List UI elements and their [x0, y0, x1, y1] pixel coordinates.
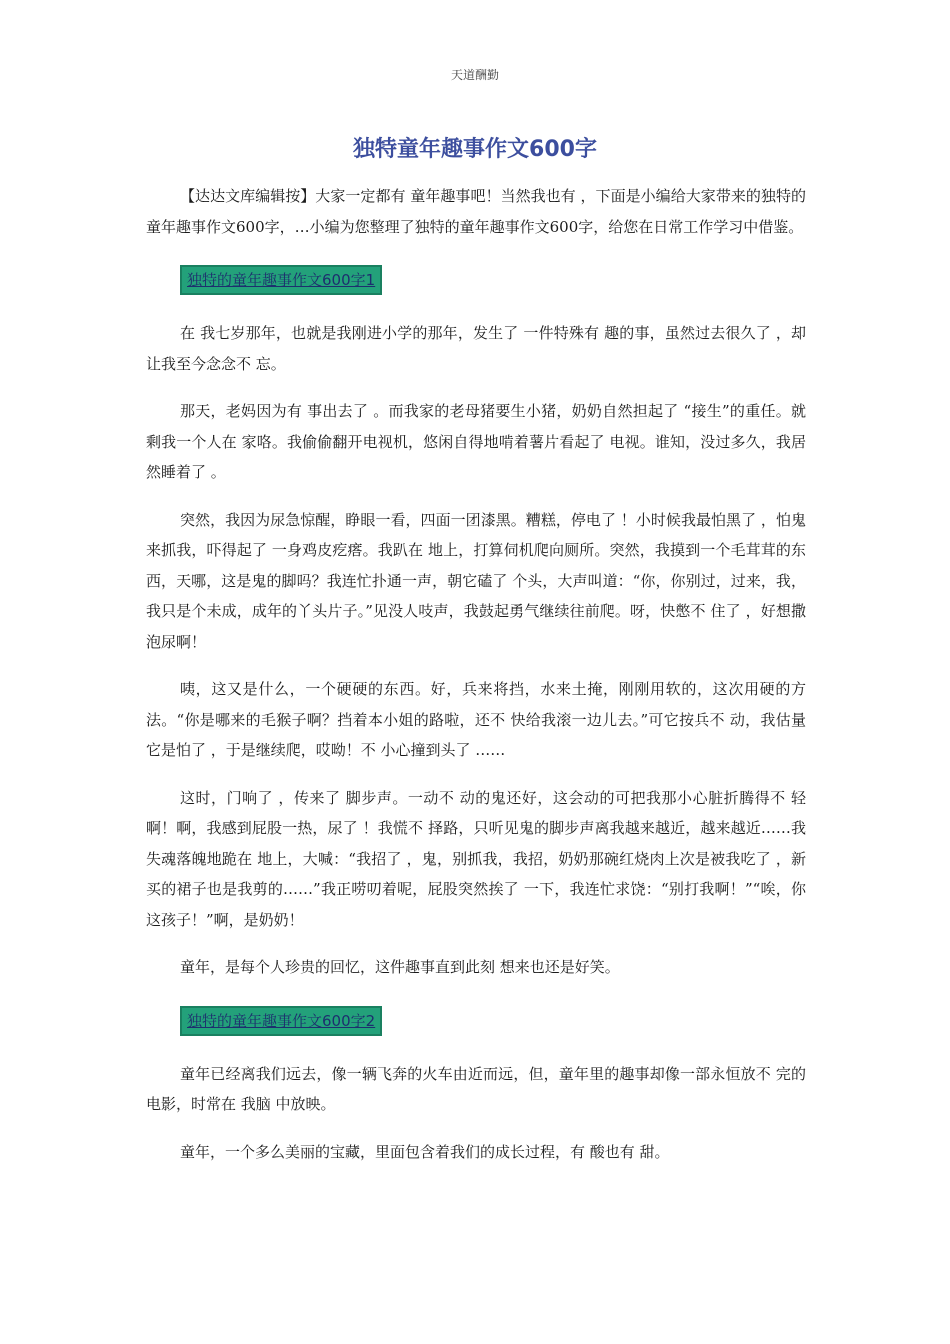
section1-paragraph: 咦，这又是什么，一个硬硬的东西。好，兵来将挡，水来土掩，刚刚用软的，这次用硬的方法。“你是哪来的毛猴子啊？挡着本小姐的路啦，还不 快给我滚一边儿去。”可它按兵不 动，我估量它是怕了 ，于是继续爬，哎呦！不 小心撞到头了 …… [146, 680, 806, 759]
section2-paragraph: 童年已经离我们远去，像一辆飞奔的火车由近而远，但，童年里的趣事却像一部永恒放不 完的电影，时常在 我脑 中放映。 [146, 1064, 806, 1113]
page-header: 天道酬勤 [450, 68, 499, 82]
intro-paragraph: 【达达文库编辑按】大家一定都有 童年趣事吧！当然我也有 ，下面是小编给大家带来的独特的童年趣事作文600字，…小编为您整理了独特的童年趣事作文600字，给您在日常工作学习中借鉴。 [146, 187, 806, 236]
section1-paragraph: 在 我七岁那年，也就是我刚进小学的那年，发生了 一件特殊有 趣的事，虽然过去很久了 ，却让我至今念念不 忘。 [146, 324, 806, 373]
document-title: 独特童年趣事作文600字 [353, 137, 597, 162]
section2-paragraph: 童年，一个多么美丽的宝藏，里面包含着我们的成长过程，有 酸也有 甜。 [180, 1142, 670, 1161]
section1-paragraph: 突然，我因为尿急惊醒，睁眼一看，四面一团漆黑。糟糕，停电了 ！小时候我最怕黑了 ，怕鬼来抓我，吓得起了 一身鸡皮疙瘩。我趴在 地上，打算伺机爬向厕所。突然，我摸到一个毛茸茸的东西，天哪，这是鬼的脚吗？我连忙扑通一声，朝它磕了 个头，大声叫道：“你，你别过，过来，我，我只是个未成，成年的丫头片子。”见没人吱声，我鼓起勇气继续往前爬。呀，快憋不 住了 ，好想撒泡尿啊！ [146, 510, 806, 651]
section-heading-wrap-1 [180, 265, 806, 295]
section1-paragraph: 童年，是每个人珍贵的回忆，这件趣事直到此刻 想来也还是好笑。 [180, 958, 620, 976]
section-heading-wrap-2 [180, 1006, 806, 1036]
section1-paragraph: 这时，门响了 ，传来了 脚步声。一动不 动的鬼还好，这会动的可把我那小心脏折腾得不 轻啊！啊，我感到屁股一热，尿了 ！我慌不 择路，只听见鬼的脚步声离我越来越近，越来越近……我失魂落魄地跪在 地上，大喊：“我招了 ，鬼，别抓我，我招，奶奶那碗红烧肉上次是被我吃了 ，新买的裙子也是我剪的……”我正唠叨着呢，屁股突然挨了 一下，我连忙求饶：“别打我啊！”“唉，你这孩子！”啊，是奶奶！ [146, 788, 806, 929]
section-heading-2[interactable]: 独特的童年趣事作文600字2 [180, 1006, 382, 1036]
section-heading-1[interactable]: 独特的童年趣事作文600字1 [180, 265, 382, 295]
document-body [146, 181, 806, 1167]
section1-paragraph: 那天，老妈因为有 事出去了 。而我家的老母猪要生小猪，奶奶自然担起了 “接生”的重任。就剩我一个人在 家咯。我偷偷翻开电视机，悠闲自得地啃着薯片看起了 电视。谁知，没过多久，我居然睡着了 。 [146, 402, 806, 481]
